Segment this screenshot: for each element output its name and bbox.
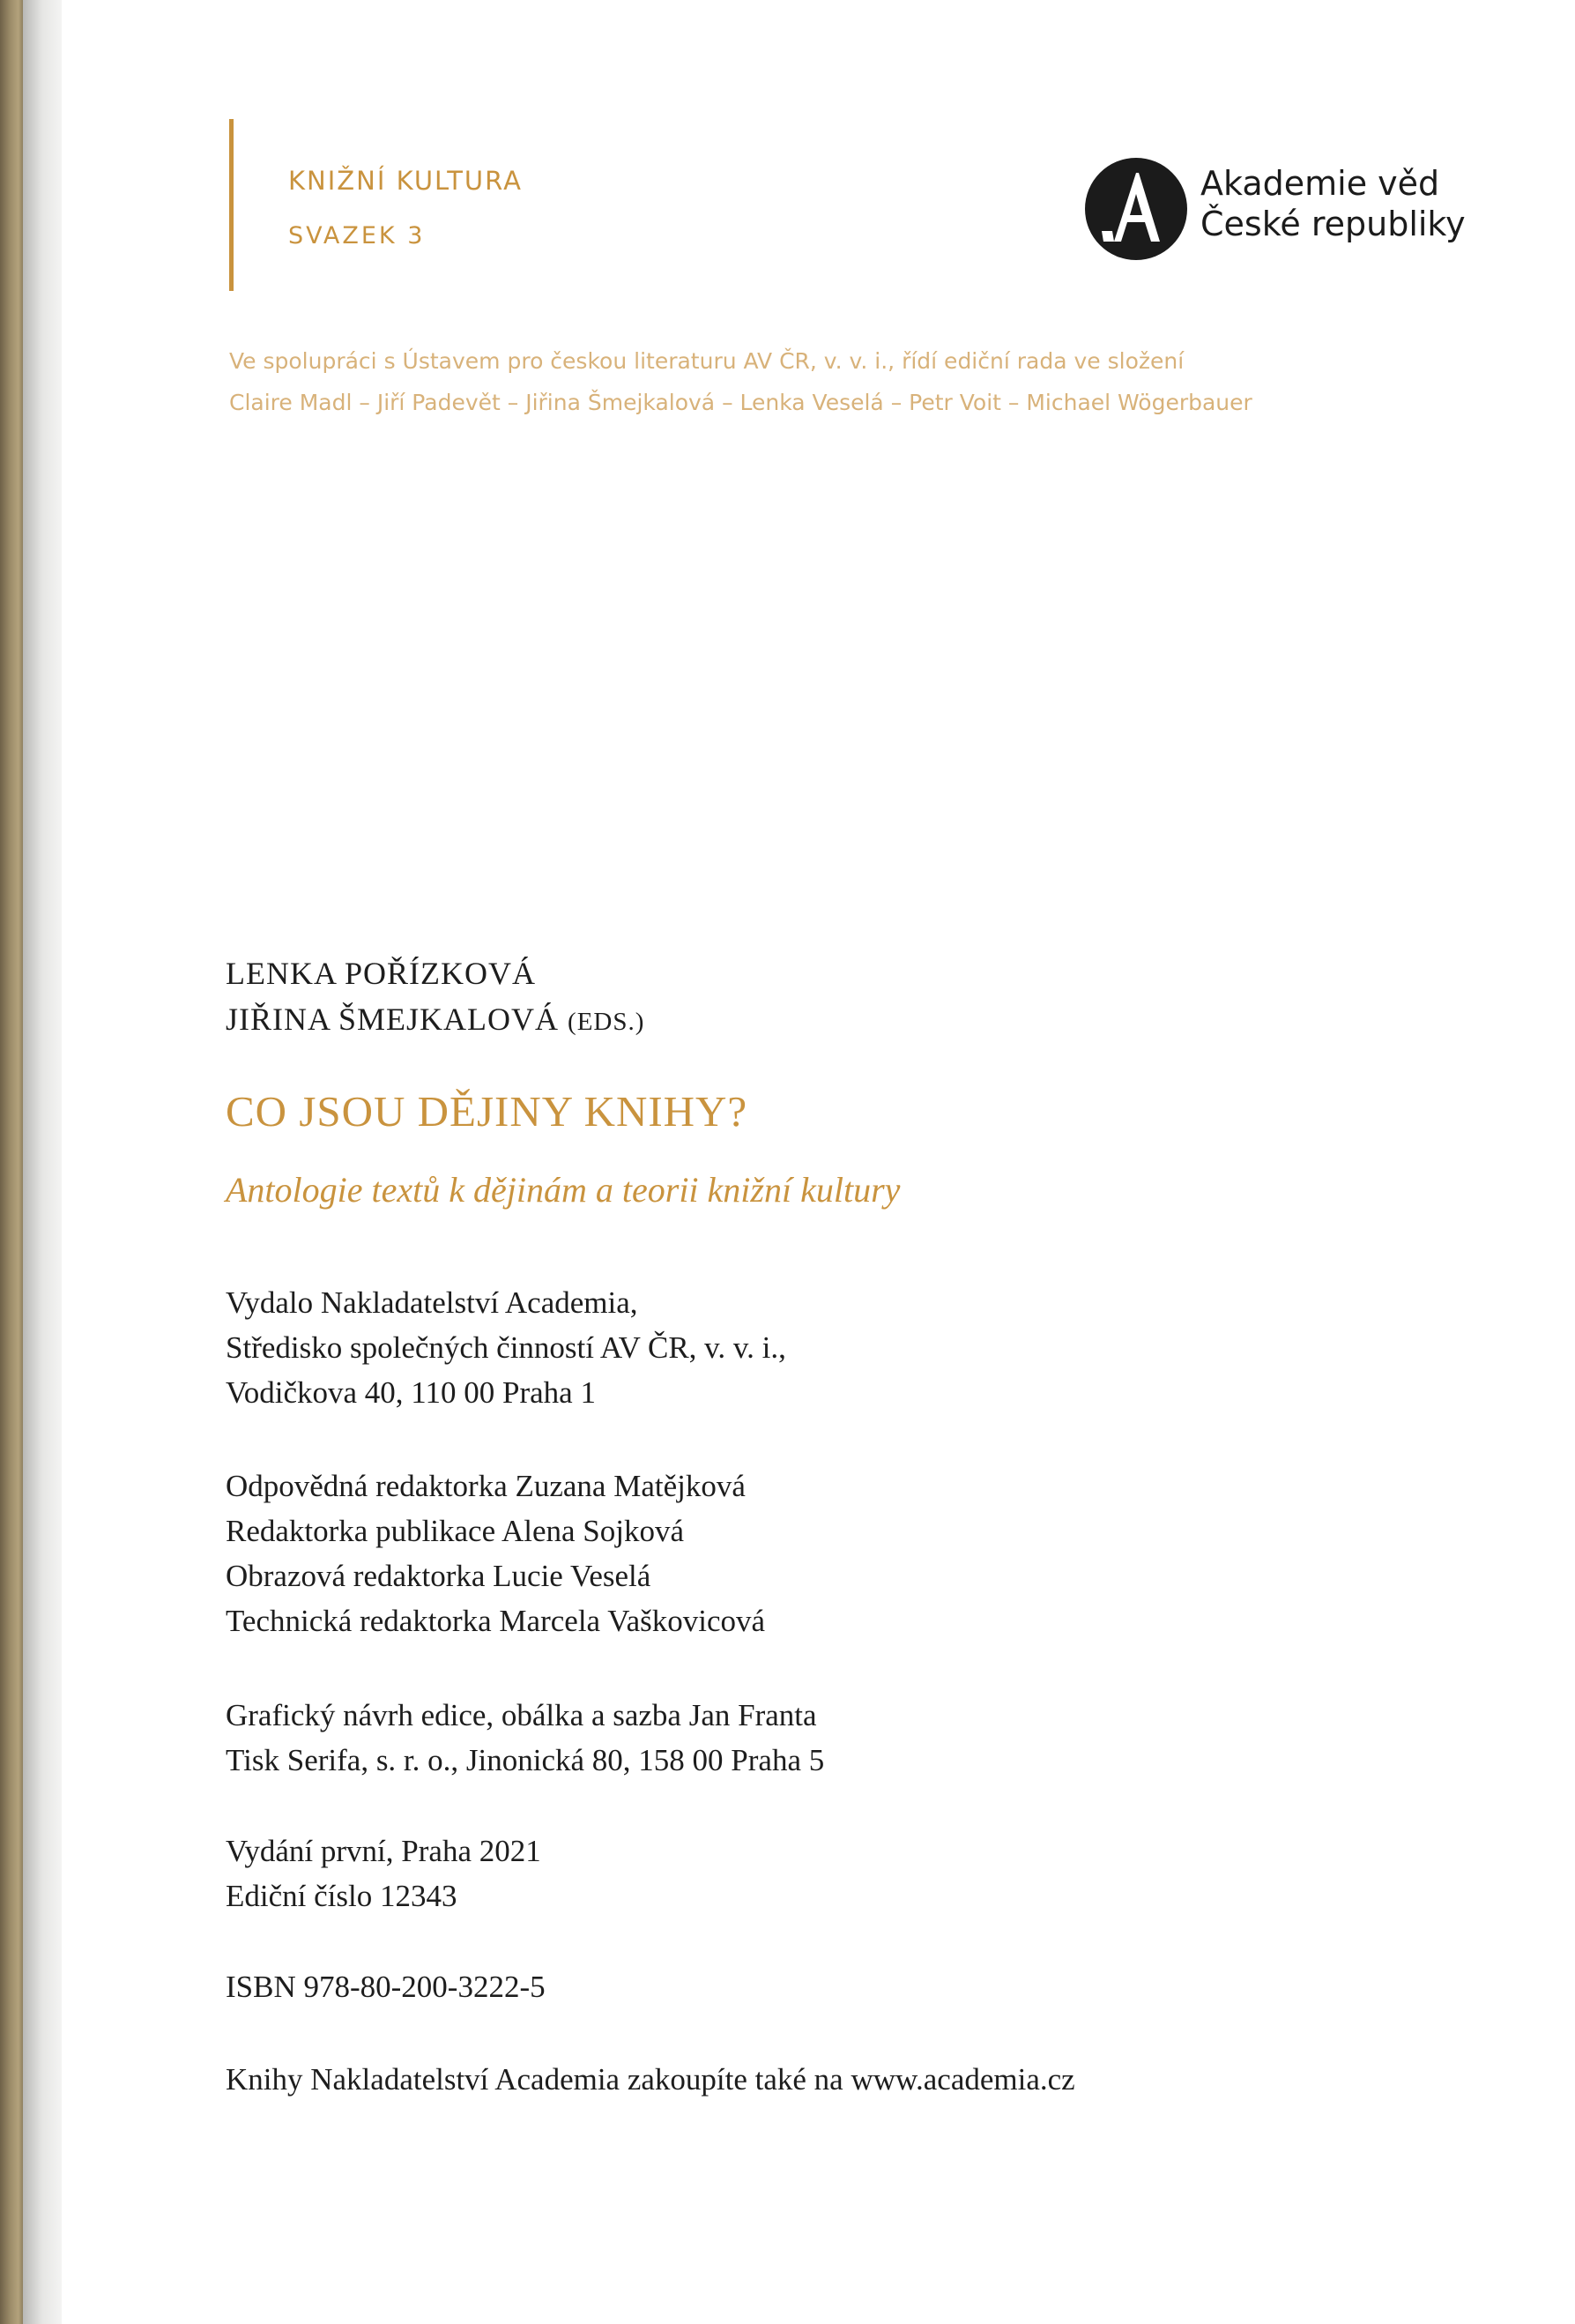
page-edge bbox=[23, 0, 62, 2324]
production-line-1: Grafický návrh edice, obálka a sazba Jan Franta bbox=[226, 1698, 817, 1732]
series-name: KNIŽNÍ KULTURA bbox=[288, 166, 523, 196]
staff-block bbox=[226, 1464, 765, 1643]
series-accent-bar bbox=[229, 119, 234, 291]
series-volume: SVAZEK 3 bbox=[288, 222, 426, 250]
editor-2-line bbox=[226, 996, 644, 1045]
staff-line-4: Technická redaktorka Marcela Vaškovicová bbox=[226, 1604, 766, 1638]
footer-note: Knihy Nakladatelství Academia zakoupíte také na www.academia.cz bbox=[226, 2062, 1075, 2097]
logo-line-2: České republiky bbox=[1200, 205, 1466, 243]
book-title: CO JSOU DĚJINY KNIHY? bbox=[226, 1087, 748, 1136]
publisher-block bbox=[226, 1280, 786, 1415]
editors-role: (EDS.) bbox=[568, 1008, 645, 1036]
staff-line-2: Redaktorka publikace Alena Sojková bbox=[226, 1514, 684, 1548]
production-block bbox=[226, 1693, 824, 1783]
editor-1: LENKA POŘÍZKOVÁ bbox=[226, 956, 536, 991]
editorial-board-line-1: Ve spolupráci s Ústavem pro českou literaturu AV ČR, v. v. i., řídí ediční rada ve složení bbox=[229, 348, 1185, 374]
edition-block bbox=[226, 1829, 541, 1918]
staff-line-3: Obrazová redaktorka Lucie Veselá bbox=[226, 1559, 651, 1593]
editors bbox=[226, 950, 644, 1045]
isbn: ISBN 978-80-200-3222-5 bbox=[226, 1970, 546, 2004]
academy-a-icon bbox=[1084, 157, 1188, 261]
publisher-line-2: Středisko společných činností AV ČR, v. v. i., bbox=[226, 1330, 786, 1365]
publisher-line-3: Vodičkova 40, 110 00 Praha 1 bbox=[226, 1375, 596, 1410]
editorial-board-line-2: Claire Madl – Jiří Padevět – Jiřina Šmejkalová – Lenka Veselá – Petr Voit – Michael Wögerbauer bbox=[229, 390, 1252, 415]
edition-line-1: Vydání první, Praha 2021 bbox=[226, 1834, 541, 1868]
publisher-line-1: Vydalo Nakladatelství Academia, bbox=[226, 1285, 638, 1320]
book-spine bbox=[0, 0, 23, 2324]
academy-logo-text bbox=[1200, 163, 1466, 244]
logo-line-1: Akademie věd bbox=[1200, 164, 1440, 203]
production-line-2: Tisk Serifa, s. r. o., Jinonická 80, 158 00 Praha 5 bbox=[226, 1743, 825, 1777]
book-subtitle: Antologie textů k dějinám a teorii knižní kultury bbox=[226, 1170, 901, 1210]
edition-line-2: Ediční číslo 12343 bbox=[226, 1879, 457, 1913]
editor-2: JIŘINA ŠMEJKALOVÁ bbox=[226, 1002, 560, 1037]
staff-line-1: Odpovědná redaktorka Zuzana Matějková bbox=[226, 1469, 746, 1503]
